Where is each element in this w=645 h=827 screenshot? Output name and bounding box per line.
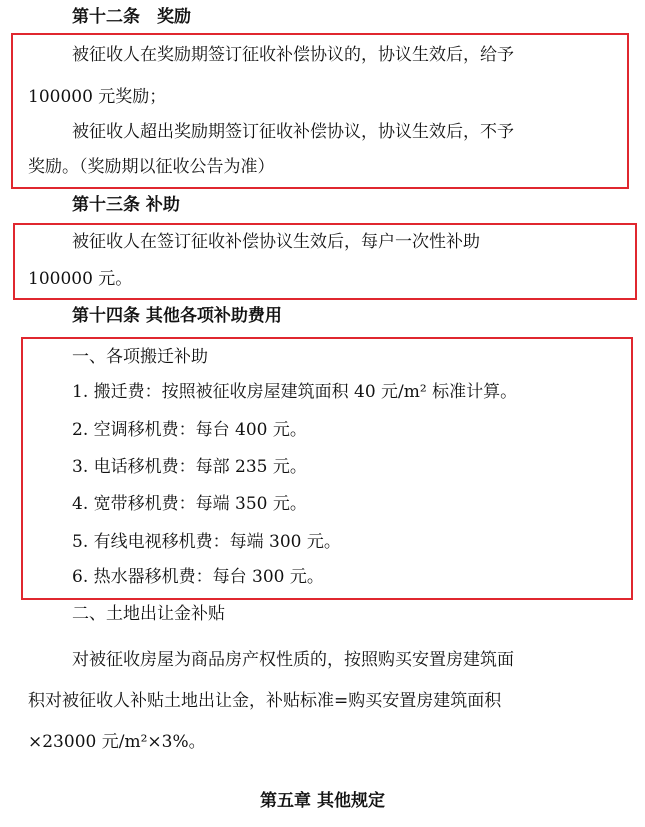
section-2-title: 二、土地出让金补贴 [72, 604, 225, 624]
section-2-line-1: 对被征收房屋为商品房产权性质的，按照购买安置房建筑面 [72, 650, 514, 670]
section-2-line-3: ×23000 元/m²×3%。 [28, 732, 206, 752]
article-12-line-3: 被征收人超出奖励期签订征收补偿协议，协议生效后，不予 [72, 122, 514, 142]
article-14-heading: 第十四条 其他各项补助费用 [72, 306, 282, 326]
article-13-line-1: 被征收人在签订征收补偿协议生效后，每户一次性补助 [72, 232, 480, 252]
relocation-item-1: 1. 搬迁费：按照被征收房屋建筑面积 40 元/m² 标准计算。 [72, 382, 518, 402]
article-13-heading: 第十三条 补助 [72, 195, 180, 215]
section-1-title: 一、各项搬迁补助 [72, 347, 208, 367]
relocation-item-6: 6. 热水器移机费：每台 300 元。 [72, 567, 324, 587]
article-12-line-1: 被征收人在奖励期签订征收补偿协议的，协议生效后，给予 [72, 45, 514, 65]
article-12-line-2: 100000 元奖励； [28, 87, 167, 107]
relocation-item-2: 2. 空调移机费：每台 400 元。 [72, 420, 307, 440]
relocation-item-5: 5. 有线电视移机费：每端 300 元。 [72, 532, 341, 552]
relocation-item-4: 4. 宽带移机费：每端 350 元。 [72, 494, 307, 514]
section-2-line-2: 积对被征收人补贴土地出让金，补贴标准=购买安置房建筑面积 [28, 691, 502, 711]
chapter-5-title: 第五章 其他规定 [260, 791, 385, 811]
article-12-heading: 第十二条 奖励 [72, 7, 191, 27]
article-12-line-4: 奖励。（奖励期以征收公告为准） [28, 157, 275, 177]
article-13-line-2: 100000 元。 [28, 269, 133, 289]
relocation-item-3: 3. 电话移机费：每部 235 元。 [72, 457, 307, 477]
